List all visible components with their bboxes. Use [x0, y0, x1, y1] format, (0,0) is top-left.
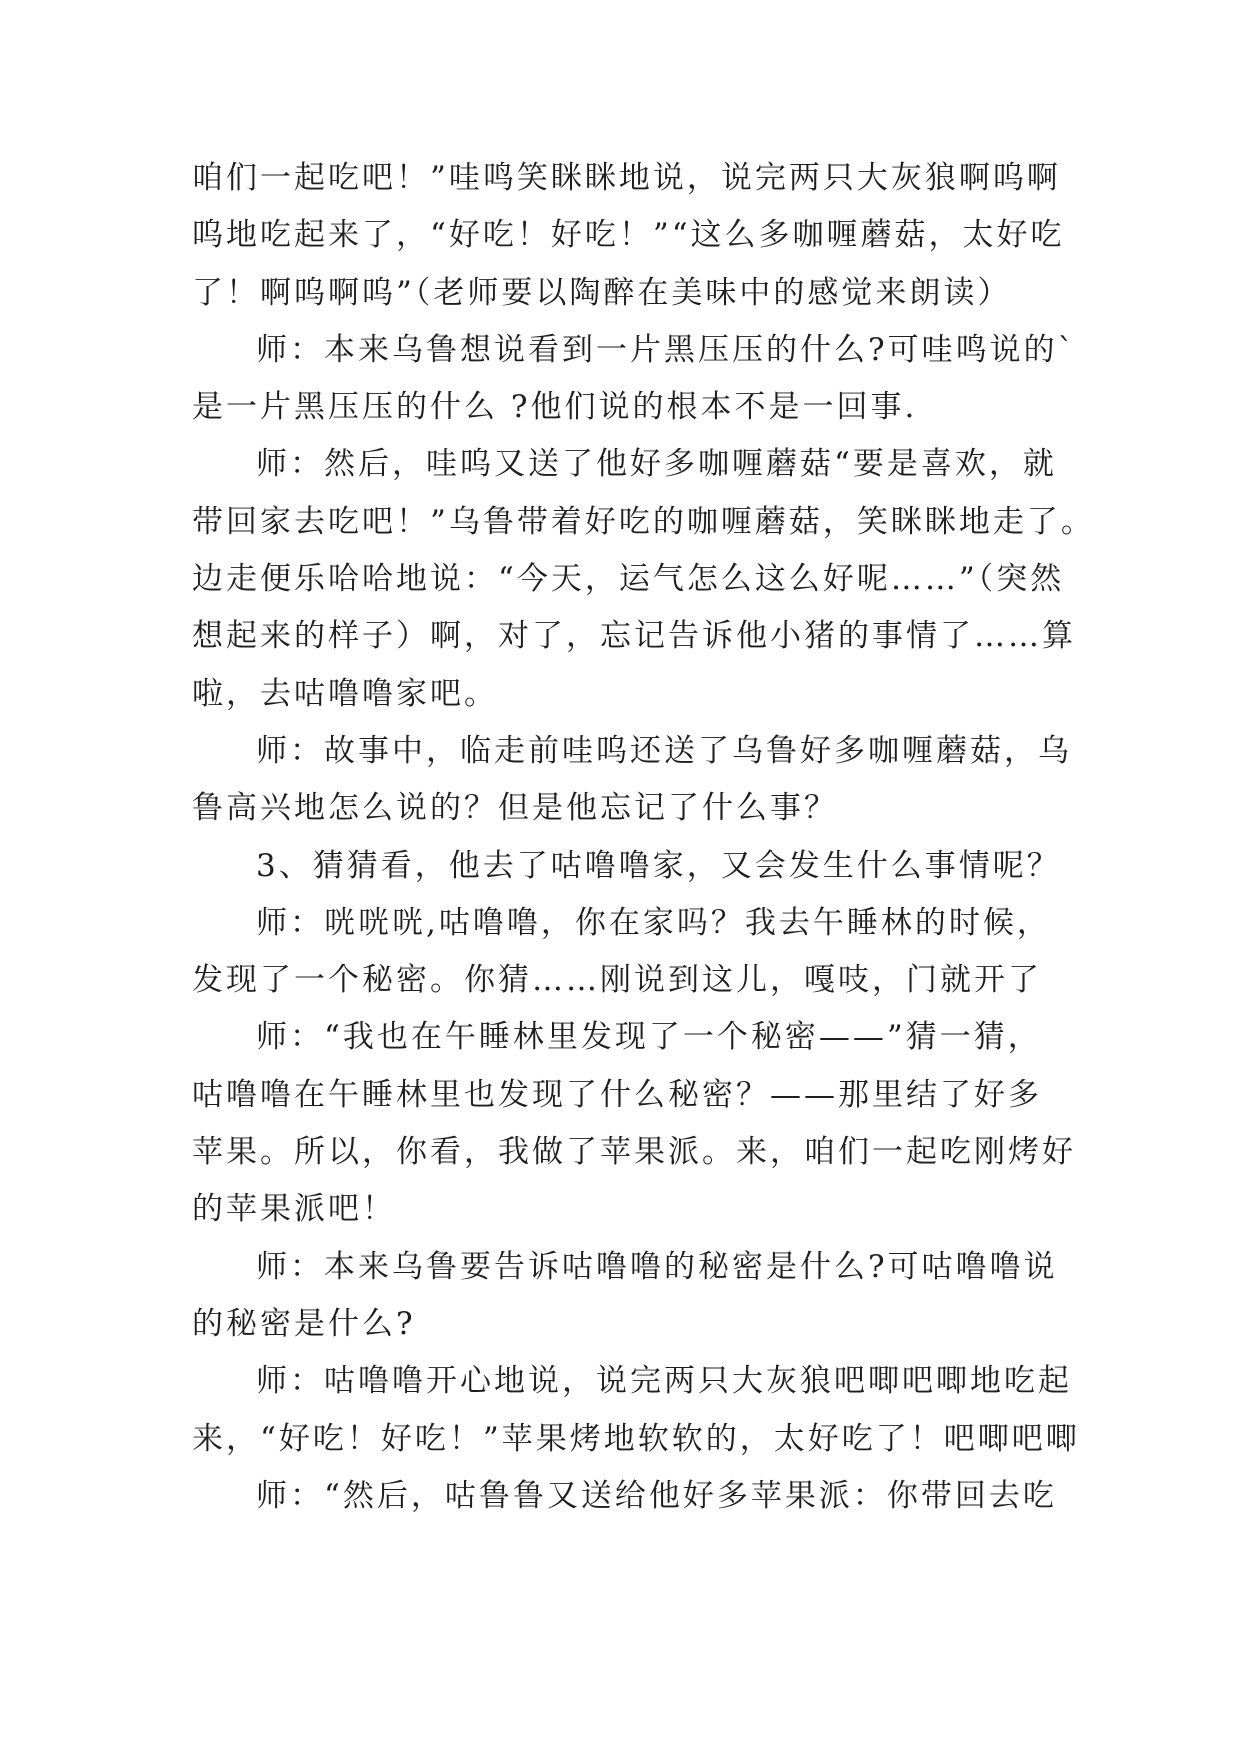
- paragraph-start-line: 师：“我也在午睡林里发现了一个秘密——”猜一猜，: [256, 1019, 1042, 1056]
- text-line: 咱们一起吃吧！”哇鸣笑眯眯地说，说完两只大灰狼啊呜啊: [192, 160, 1061, 196]
- section-heading-line: 3、猜猜看，他去了咕噜噜家，又会发生什么事情呢？: [256, 847, 1061, 884]
- text-line: 啦，去咕噜噜家吧。: [192, 675, 498, 712]
- paragraph-start-line: 师：咣咣咣,咕噜噜，你在家吗？我去午睡林的时候，: [256, 904, 1051, 941]
- text-line: 的秘密是什么?: [192, 1305, 416, 1342]
- text-line: 的苹果派吧！: [192, 1191, 396, 1228]
- paragraph-start-line: 师：咕噜噜开心地说，说完两只大灰狼吧唧吧唧地吃起: [256, 1363, 1072, 1400]
- text-line: 咕噜噜在午睡林里也发现了什么秘密？——那里结了好多: [192, 1076, 1042, 1113]
- paragraph-start-line: 师：本来乌鲁要告诉咕噜噜的秘密是什么?可咕噜噜说: [256, 1248, 1058, 1285]
- paragraph-start-line: 师：本来乌鲁想说看到一片黑压压的什么?可哇鸣说的`: [256, 331, 1077, 368]
- text-line: 鲁高兴地怎么说的？但是他忘记了什么事？: [192, 790, 838, 827]
- paragraph-start-line: 师：故事中，临走前哇呜还送了乌鲁好多咖喱蘑菇，乌: [256, 732, 1072, 769]
- text-line: 发现了一个秘密。你猜……刚说到这儿，嘎吱，门就开了: [192, 962, 1042, 999]
- paragraph-start-line: 师：然后，哇呜又送了他好多咖喱蘑菇“要是喜欢，就: [256, 446, 1057, 483]
- text-line: 是一片黑压压的什么 ?他们说的根本不是一回事.: [192, 389, 918, 426]
- text-line: 了！啊呜啊呜”（老师要以陶醉在美味中的感觉来朗读）: [192, 274, 1012, 311]
- text-line: 呜地吃起来了，“好吃！好吃！”“这么多咖喱蘑菇，太好吃: [192, 217, 1065, 254]
- text-line: 带回家去吃吧！”乌鲁带着好吃的咖喱蘑菇，笑眯眯地走了。: [192, 503, 1095, 540]
- text-line: 想起来的样子）啊，对了，忘记告诉他小猪的事情了……算: [192, 618, 1076, 655]
- text-line: 来，“好吃！好吃！”苹果烤地软软的，太好吃了！吧唧吧唧: [192, 1420, 1080, 1457]
- document-body: [192, 150, 1095, 1525]
- paragraph-start-line: 师：“然后，咕鲁鲁又送给他好多苹果派：你带回去吃: [256, 1477, 1057, 1514]
- text-line: 苹果。所以，你看，我做了苹果派。来，咱们一起吃刚烤好: [192, 1134, 1076, 1171]
- text-line: 边走便乐哈哈地说：“今天，运气怎么这么好呢……”（突然: [192, 561, 1065, 598]
